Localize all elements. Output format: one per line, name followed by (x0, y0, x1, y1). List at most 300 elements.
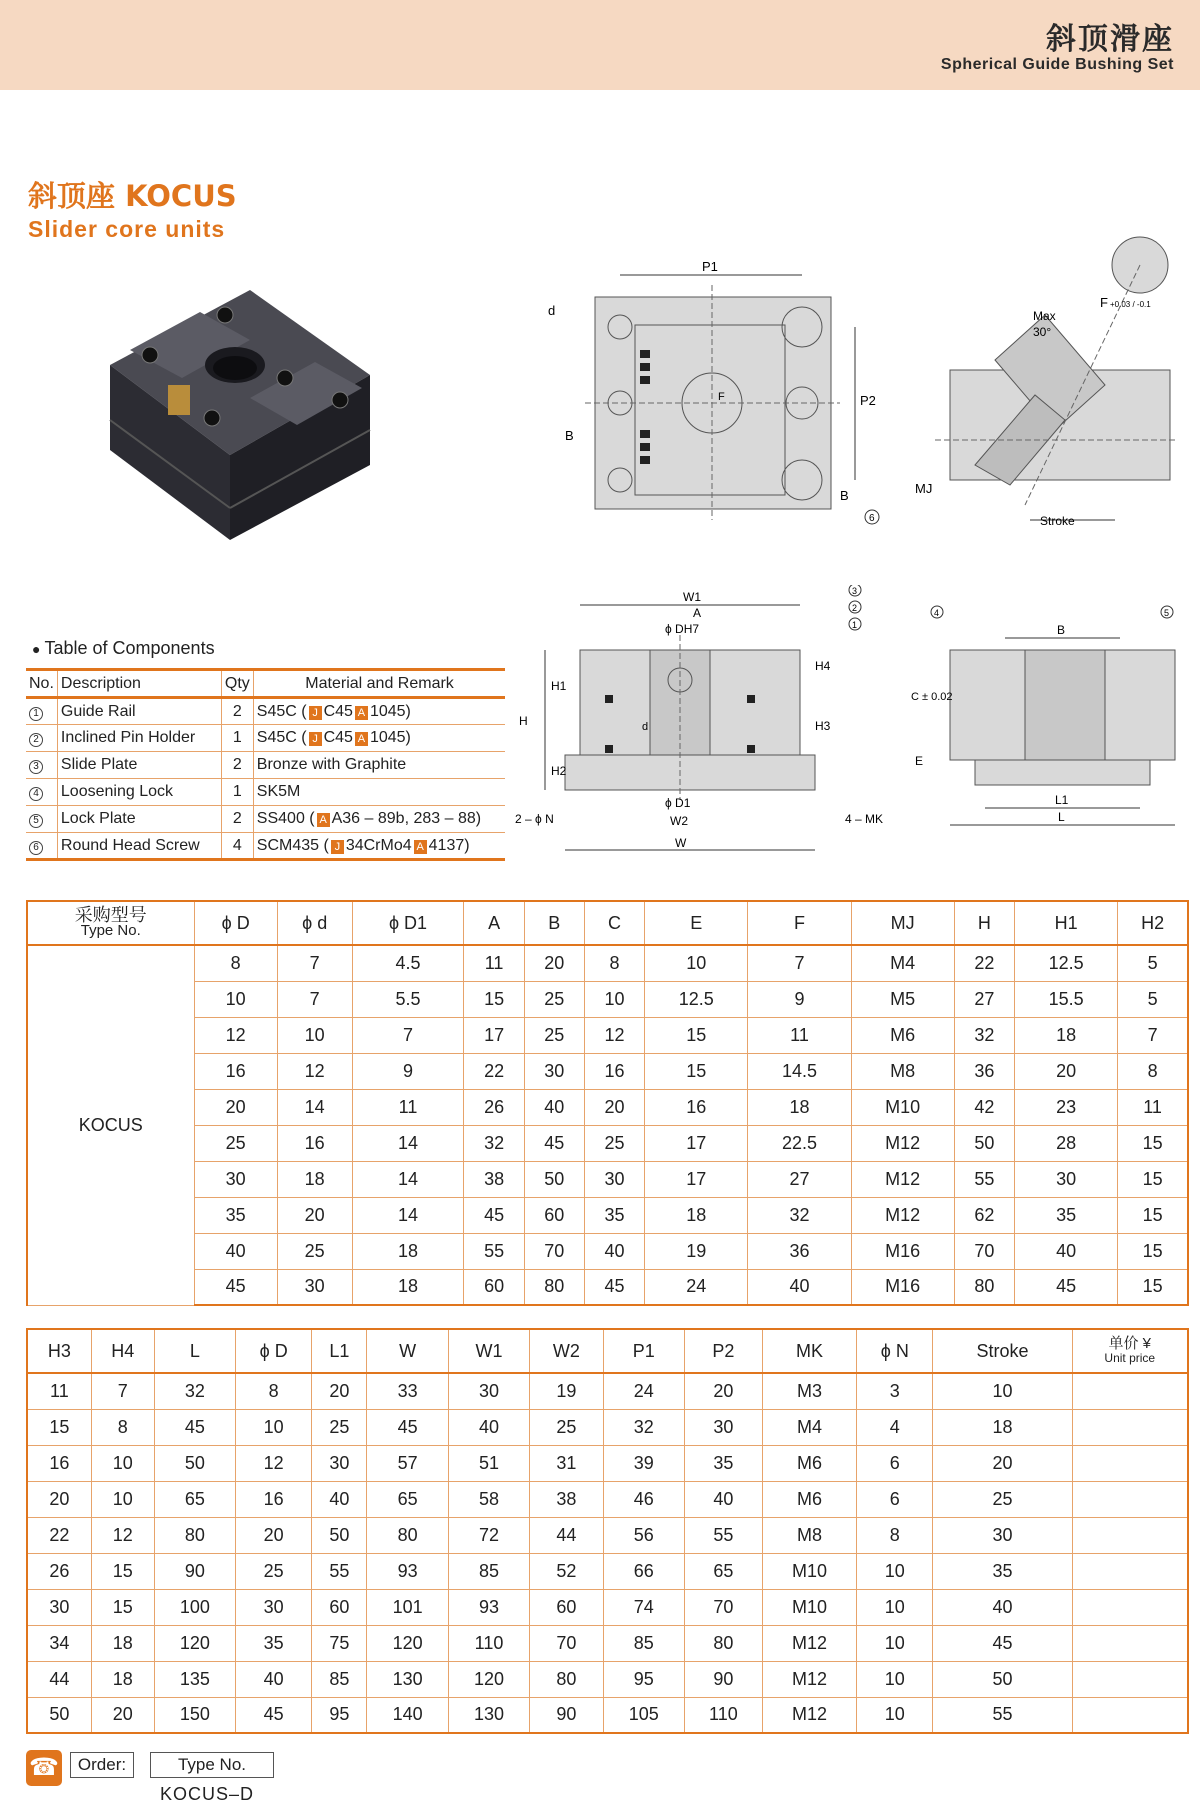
spec2-cell: 60 (312, 1589, 367, 1625)
spec1-cell: M8 (851, 1053, 954, 1089)
spec2-row (27, 1481, 1188, 1517)
spec2-cell: 130 (448, 1697, 529, 1733)
spec1-cell: 15 (1118, 1161, 1188, 1197)
spec2-row (27, 1661, 1188, 1697)
spec2-cell: 93 (448, 1589, 529, 1625)
spec1-cell: 8 (584, 945, 644, 981)
spec2-header-cell: W (367, 1329, 448, 1373)
spec2-row (27, 1697, 1188, 1733)
spec2-cell: 8 (91, 1409, 154, 1445)
component-no (26, 698, 57, 725)
spec1-cell: 10 (194, 981, 277, 1017)
components-header-qty: Qty (221, 670, 253, 698)
spec1-cell: 35 (194, 1197, 277, 1233)
spec1-cell: 55 (464, 1233, 524, 1269)
spec1-cell: M12 (851, 1161, 954, 1197)
spec2-cell: 65 (367, 1481, 448, 1517)
spec1-cell: 27 (954, 981, 1014, 1017)
label-d1: ϕ D1 (665, 796, 691, 810)
spec1-cell: 20 (194, 1089, 277, 1125)
spec1-cell: 15.5 (1014, 981, 1117, 1017)
spec1-cell: 36 (954, 1053, 1014, 1089)
spec2-cell: M6 (762, 1481, 856, 1517)
spec1-header-cell: A (464, 901, 524, 945)
spec1-cell: 30 (277, 1269, 352, 1305)
spec1-header-row (27, 901, 1188, 945)
material-text: 34CrMo4 (345, 836, 412, 854)
spec2-cell: 20 (933, 1445, 1072, 1481)
drawing-front-view (515, 585, 895, 860)
spec2-cell: 60 (530, 1589, 603, 1625)
label-h4: H4 (815, 659, 831, 673)
spec1-cell: 5 (1118, 981, 1188, 1017)
spec2-cell: 140 (367, 1697, 448, 1733)
spec2-cell: 74 (603, 1589, 684, 1625)
spec2-cell: 15 (91, 1553, 154, 1589)
spec1-cell: 12 (277, 1053, 352, 1089)
spec2-row (27, 1409, 1188, 1445)
spec2-cell: 95 (312, 1697, 367, 1733)
spec2-cell: 30 (933, 1517, 1072, 1553)
item-number-circle: 1 (29, 707, 43, 721)
spec2-cell: 50 (933, 1661, 1072, 1697)
components-row (26, 833, 505, 860)
spec1-cell: 17 (645, 1161, 748, 1197)
spec1-cell: 35 (584, 1197, 644, 1233)
component-description: Guide Rail (57, 698, 221, 725)
spec1-cell: 60 (464, 1269, 524, 1305)
spec2-cell: 25 (530, 1409, 603, 1445)
spec2-cell: 32 (603, 1409, 684, 1445)
spec2-cell: 45 (236, 1697, 312, 1733)
spec2-cell: 135 (154, 1661, 235, 1697)
components-table (26, 668, 505, 861)
spec2-header-cell: ϕ D (236, 1329, 312, 1373)
spec1-cell: 26 (464, 1089, 524, 1125)
spec2-cell: 18 (91, 1625, 154, 1661)
material-text: SS400 ( (256, 810, 315, 827)
label-n: 2 – ϕ N (515, 812, 554, 826)
material-text: S45C ( (256, 702, 307, 720)
spec2-header-cell: H3 (27, 1329, 91, 1373)
spec1-cell: M16 (851, 1269, 954, 1305)
spec1-cell: 5.5 (352, 981, 464, 1017)
spec2-cell: 90 (530, 1697, 603, 1733)
spec2-cell: 40 (933, 1589, 1072, 1625)
spec2-price-cell (1072, 1517, 1188, 1553)
spec1-cell: 23 (1014, 1089, 1117, 1125)
spec2-cell: 44 (27, 1661, 91, 1697)
order-label: Order: (70, 1752, 134, 1778)
component-material (253, 698, 505, 725)
spec2-cell: M12 (762, 1661, 856, 1697)
spec1-cell: 15 (1118, 1233, 1188, 1269)
spec1-cell: 18 (277, 1161, 352, 1197)
spec1-cell: 14 (352, 1197, 464, 1233)
spec1-cell: 80 (954, 1269, 1014, 1305)
spec2-cell: 12 (236, 1445, 312, 1481)
spec1-cell: 32 (464, 1125, 524, 1161)
spec1-cell: 40 (1014, 1233, 1117, 1269)
spec1-row (27, 1089, 1188, 1125)
spec2-cell: 58 (448, 1481, 529, 1517)
spec2-cell: 7 (91, 1373, 154, 1409)
spec1-cell: 62 (954, 1197, 1014, 1233)
spec2-cell: 10 (91, 1445, 154, 1481)
component-no (26, 779, 57, 806)
spec1-cell: 14 (352, 1125, 464, 1161)
component-no (26, 725, 57, 752)
spec1-row (27, 1125, 1188, 1161)
spec2-cell: 40 (448, 1409, 529, 1445)
spec2-cell: M10 (762, 1553, 856, 1589)
spec2-cell: 150 (154, 1697, 235, 1733)
spec1-cell: 5 (1118, 945, 1188, 981)
label-a: A (693, 606, 702, 620)
spec2-header-cell: L (154, 1329, 235, 1373)
spec1-cell: 32 (954, 1017, 1014, 1053)
order-example: KOCUS–D (160, 1784, 255, 1804)
spec1-cell: 30 (1014, 1161, 1117, 1197)
spec2-cell: 40 (236, 1661, 312, 1697)
spec2-cell: 44 (530, 1517, 603, 1553)
spec1-row (27, 1053, 1188, 1089)
label-small-d: d (642, 721, 649, 733)
spec1-cell: 7 (277, 945, 352, 981)
spec2-header-cell: P1 (603, 1329, 684, 1373)
spec1-cell: 22.5 (748, 1125, 851, 1161)
spec1-cell: M12 (851, 1197, 954, 1233)
component-material (253, 806, 505, 833)
spec2-header-cell: ϕ N (857, 1329, 933, 1373)
spec2-cell: 3 (857, 1373, 933, 1409)
label-e: E (915, 754, 924, 768)
spec2-cell: 85 (603, 1625, 684, 1661)
spec-table-2 (26, 1328, 1189, 1734)
component-qty: 1 (221, 725, 253, 752)
spec1-cell: 25 (524, 1017, 584, 1053)
spec1-cell: 22 (954, 945, 1014, 981)
spec1-cell: 45 (464, 1197, 524, 1233)
component-qty: 1 (221, 779, 253, 806)
type-label-en: Type No. (80, 922, 141, 939)
standard-tag: J (331, 840, 344, 854)
spec2-cell: 22 (27, 1517, 91, 1553)
spec1-cell: 40 (524, 1089, 584, 1125)
spec2-cell: 80 (367, 1517, 448, 1553)
spec2-cell: 66 (603, 1553, 684, 1589)
components-title: ● Table of Components (32, 638, 215, 658)
unit-price-cn: 单价 ¥ (1108, 1335, 1151, 1352)
spec2-row (27, 1373, 1188, 1409)
spec1-cell: 70 (954, 1233, 1014, 1269)
component-description: Inclined Pin Holder (57, 725, 221, 752)
spec2-cell: 20 (312, 1373, 367, 1409)
spec2-cell: M6 (762, 1445, 856, 1481)
spec1-cell: 9 (352, 1053, 464, 1089)
spec2-row (27, 1517, 1188, 1553)
spec2-cell: 18 (91, 1661, 154, 1697)
spec2-cell: 95 (603, 1661, 684, 1697)
components-row (26, 806, 505, 833)
material-text: S45C ( (256, 729, 307, 746)
label-p1: P1 (702, 259, 718, 274)
spec1-cell: 45 (1014, 1269, 1117, 1305)
standard-tag: A (414, 840, 427, 854)
spec2-cell: 10 (857, 1661, 933, 1697)
label-mk: 4 – MK (845, 812, 884, 826)
spec2-cell: 30 (27, 1589, 91, 1625)
spec1-cell: 18 (352, 1233, 464, 1269)
spec1-row (27, 1017, 1188, 1053)
spec1-header-cell: ϕ D (194, 901, 277, 945)
spec1-cell: 16 (584, 1053, 644, 1089)
spec1-cell: 36 (748, 1233, 851, 1269)
label-mj: MJ (915, 481, 933, 496)
standard-tag: J (309, 732, 322, 746)
spec2-cell: 55 (684, 1517, 762, 1553)
material-text: A36 – 89b, 283 – 88) (331, 810, 482, 827)
components-header-description: Description (57, 670, 221, 698)
spec2-cell: 10 (236, 1409, 312, 1445)
spec1-row (27, 1197, 1188, 1233)
spec2-cell: 30 (312, 1445, 367, 1481)
component-no (26, 833, 57, 860)
label-f-tolerance: +0.03 / -0.1 (1110, 300, 1151, 309)
component-qty: 2 (221, 752, 253, 779)
spec2-cell: 10 (91, 1481, 154, 1517)
spec1-cell: 50 (954, 1125, 1014, 1161)
spec2-price-cell (1072, 1445, 1188, 1481)
header-title-cn: 斜顶滑座 (1046, 22, 1174, 57)
spec2-cell: 85 (448, 1553, 529, 1589)
spec1-cell: 45 (584, 1269, 644, 1305)
spec2-cell: 33 (367, 1373, 448, 1409)
spec1-header-cell: B (524, 901, 584, 945)
item-number-circle: 6 (29, 841, 43, 855)
label-d: d (548, 303, 556, 318)
item-number-circle: 3 (29, 760, 43, 774)
spec1-row (27, 1161, 1188, 1197)
components-row (26, 725, 505, 752)
spec2-price-cell (1072, 1481, 1188, 1517)
spec1-cell: 11 (1118, 1089, 1188, 1125)
spec2-cell: 35 (236, 1625, 312, 1661)
product-title: 斜顶座 KOCUS (28, 179, 237, 213)
spec1-cell: 25 (524, 981, 584, 1017)
component-material (253, 725, 505, 752)
spec1-cell: 60 (524, 1197, 584, 1233)
material-text: 1045) (369, 729, 411, 746)
spec2-cell: 31 (530, 1445, 603, 1481)
spec2-header-cell: MK (762, 1329, 856, 1373)
spec2-cell: 50 (154, 1445, 235, 1481)
spec2-cell: 80 (154, 1517, 235, 1553)
spec2-cell: 105 (603, 1697, 684, 1733)
spec1-header-cell: H2 (1118, 901, 1188, 945)
spec2-cell: 46 (603, 1481, 684, 1517)
spec2-cell: 6 (857, 1445, 933, 1481)
material-text: C45 (323, 729, 353, 746)
material-text: SK5M (256, 783, 301, 800)
spec2-cell: 20 (91, 1697, 154, 1733)
spec2-cell: 45 (367, 1409, 448, 1445)
label-h3: H3 (815, 719, 831, 733)
spec1-cell: 40 (194, 1233, 277, 1269)
spec2-header-cell: P2 (684, 1329, 762, 1373)
spec1-cell: 7 (352, 1017, 464, 1053)
spec2-header-row (27, 1329, 1188, 1373)
spec2-cell: 45 (154, 1409, 235, 1445)
spec2-cell: 15 (27, 1409, 91, 1445)
spec2-row (27, 1445, 1188, 1481)
spec1-cell: 7 (277, 981, 352, 1017)
spec1-cell: 9 (748, 981, 851, 1017)
component-material (253, 833, 505, 860)
spec1-cell: 42 (954, 1089, 1014, 1125)
spec1-cell: M5 (851, 981, 954, 1017)
spec2-cell: 130 (367, 1661, 448, 1697)
material-text: 4137) (428, 836, 470, 854)
standard-tag: A (355, 732, 368, 746)
component-description: Round Head Screw (57, 833, 221, 860)
spec2-price-cell (1072, 1625, 1188, 1661)
label-l: L (1058, 810, 1065, 824)
spec1-header-cell: H1 (1014, 901, 1117, 945)
spec2-cell: 25 (312, 1409, 367, 1445)
spec2-cell: 26 (27, 1553, 91, 1589)
spec2-cell: M10 (762, 1589, 856, 1625)
spec1-cell: 11 (464, 945, 524, 981)
spec2-cell: 120 (367, 1625, 448, 1661)
type-label-cn: 采购型号 (74, 905, 147, 925)
spec2-cell: 51 (448, 1445, 529, 1481)
spec1-header-cell: F (748, 901, 851, 945)
spec2-cell: 16 (27, 1445, 91, 1481)
spec1-cell: 30 (524, 1053, 584, 1089)
spec1-cell: 24 (645, 1269, 748, 1305)
spec1-cell: 20 (584, 1089, 644, 1125)
spec2-cell: 24 (603, 1373, 684, 1409)
spec2-cell: 52 (530, 1553, 603, 1589)
spec2-cell: 15 (91, 1589, 154, 1625)
unit-price-en: Unit price (1104, 1351, 1156, 1365)
spec2-header-cell: W2 (530, 1329, 603, 1373)
spec2-cell: 80 (530, 1661, 603, 1697)
spec2-cell: 18 (933, 1409, 1072, 1445)
spec1-cell: 14 (352, 1161, 464, 1197)
spec2-cell: 38 (530, 1481, 603, 1517)
spec1-row (27, 945, 1188, 981)
label-w2: W2 (670, 814, 688, 828)
spec1-cell: 10 (277, 1017, 352, 1053)
spec2-cell: 50 (312, 1517, 367, 1553)
components-row (26, 698, 505, 725)
spec1-cell: 20 (277, 1197, 352, 1233)
spec2-cell: 19 (530, 1373, 603, 1409)
spec1-cell: 4.5 (352, 945, 464, 981)
label-angle: 30° (1033, 325, 1052, 339)
spec1-header-cell: E (645, 901, 748, 945)
spec2-cell: 57 (367, 1445, 448, 1481)
spec1-cell: 45 (524, 1125, 584, 1161)
spec1-cell: 12.5 (1014, 945, 1117, 981)
spec1-cell: 35 (1014, 1197, 1117, 1233)
spec2-cell: 35 (933, 1553, 1072, 1589)
label-f-sphere: F (1100, 295, 1108, 310)
spec2-cell: 120 (448, 1661, 529, 1697)
spec1-row (27, 981, 1188, 1017)
spec2-cell: 30 (684, 1409, 762, 1445)
spec2-cell: 70 (530, 1625, 603, 1661)
component-description: Slide Plate (57, 752, 221, 779)
spec2-cell: 25 (236, 1553, 312, 1589)
spec1-cell: 11 (352, 1089, 464, 1125)
spec2-header-cell: W1 (448, 1329, 529, 1373)
spec2-cell: 4 (857, 1409, 933, 1445)
spec2-cell: 30 (236, 1589, 312, 1625)
spec1-cell: 45 (194, 1269, 277, 1305)
item-number-circle: 2 (29, 733, 43, 747)
standard-tag: A (355, 706, 368, 720)
spec1-cell: 27 (748, 1161, 851, 1197)
spec1-cell: 15 (1118, 1197, 1188, 1233)
spec1-cell: 10 (584, 981, 644, 1017)
spec1-cell: M16 (851, 1233, 954, 1269)
label-l1: L1 (1055, 793, 1069, 807)
standard-tag: J (309, 706, 322, 720)
components-header-no: No. (26, 670, 57, 698)
spec1-header-cell: ϕ D1 (352, 901, 464, 945)
drawing-side-view (915, 235, 1180, 535)
label-b-left: B (565, 428, 574, 443)
spec2-cell: 65 (154, 1481, 235, 1517)
spec2-cell: 10 (857, 1553, 933, 1589)
drawing-end-view (905, 600, 1185, 835)
spec1-cell: 10 (645, 945, 748, 981)
spec2-cell: 8 (236, 1373, 312, 1409)
spec1-cell: 25 (584, 1125, 644, 1161)
spec2-cell: 90 (684, 1661, 762, 1697)
spec-table-1 (26, 900, 1189, 1306)
spec1-cell: 18 (352, 1269, 464, 1305)
spec2-cell: 120 (154, 1625, 235, 1661)
component-qty: 2 (221, 806, 253, 833)
spec2-row (27, 1625, 1188, 1661)
drawing-top-view (540, 255, 880, 530)
header-band (0, 0, 1200, 90)
label-max: Max (1033, 309, 1056, 323)
spec1-cell: 17 (645, 1125, 748, 1161)
component-qty: 4 (221, 833, 253, 860)
spec1-cell: 16 (194, 1053, 277, 1089)
spec2-price-cell (1072, 1589, 1188, 1625)
spec2-cell: 100 (154, 1589, 235, 1625)
spec1-cell: 15 (645, 1053, 748, 1089)
spec1-cell: 7 (1118, 1017, 1188, 1053)
order-type-label: Type No. (150, 1752, 274, 1778)
label-p2: P2 (860, 393, 876, 408)
spec1-cell: 18 (1014, 1017, 1117, 1053)
spec2-cell: 20 (27, 1481, 91, 1517)
spec2-cell: 6 (857, 1481, 933, 1517)
label-c: C ± 0.02 (911, 691, 953, 703)
label-w: W (675, 836, 687, 850)
spec1-cell: 7 (748, 945, 851, 981)
spec1-header-type (27, 901, 194, 945)
spec1-cell: 40 (584, 1233, 644, 1269)
label-dh7: ϕ DH7 (665, 622, 700, 636)
